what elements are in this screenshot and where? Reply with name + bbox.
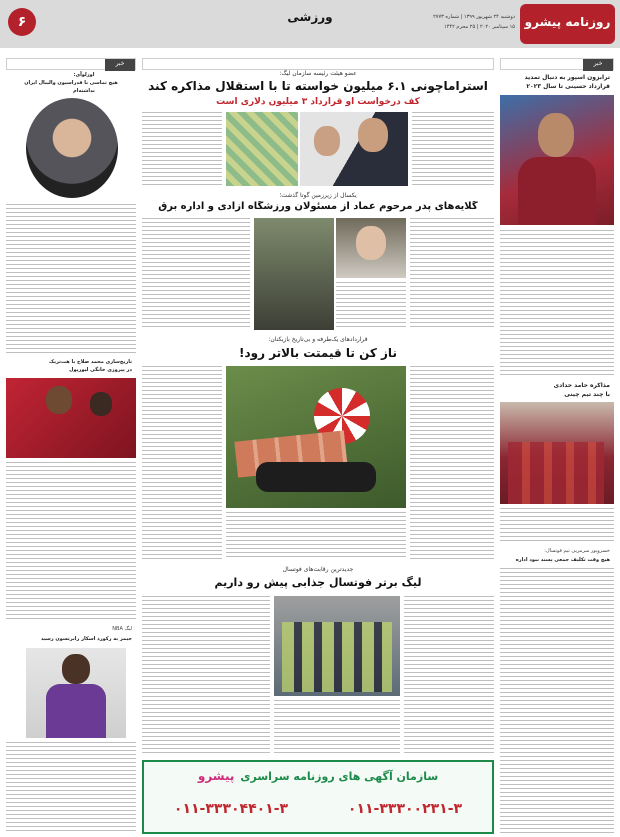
- stadium-cables-photo: [254, 218, 334, 330]
- ad-title: سازمان آگهی های روزنامه سراسری: [240, 769, 439, 783]
- lakers-jersey: [46, 684, 106, 738]
- fourth-story-body-left: [142, 596, 270, 754]
- fourth-story-caption: [274, 700, 400, 754]
- salah-photo: [6, 378, 136, 458]
- fourth-story-body-right: [404, 596, 494, 754]
- ad-brand: پیشرو: [197, 769, 235, 783]
- second-story-body-left: [142, 218, 250, 330]
- main-story-kicker: عضو هیئت رئیسه سازمان لیگ:: [279, 70, 357, 77]
- right-mid-title-2: با چند تیم چینی: [564, 391, 610, 398]
- main-story-title: استراماچونی ۶.۱ میلیون خواسته تا با استقلال مذاکره کند: [148, 79, 488, 93]
- left-news-tag: خبر: [105, 59, 135, 71]
- right-top-title-1: ترابزون اسپور به دنبال تمدید: [524, 74, 610, 81]
- right-news-tag: خبر: [583, 59, 613, 71]
- right-top-body: [500, 230, 614, 378]
- fourth-story-title: لیگ برتر فوتسال جذابی پیش رو داریم: [214, 576, 422, 589]
- page-header: [0, 0, 620, 48]
- left-mid-title-1: تاریخ‌سازی محمد صلاح با هت‌تریک: [48, 359, 132, 365]
- ad-title-row: [144, 766, 492, 786]
- player-head: [538, 113, 574, 157]
- cleats: [256, 462, 376, 492]
- left-top-body: [6, 204, 136, 354]
- section-title: ورزشی: [287, 10, 333, 24]
- player-shirt: [518, 157, 596, 225]
- right-bottom-title: هیچ وقت تکلیف جمعی پسند نبود اداره: [515, 557, 610, 563]
- third-story-body-left: [142, 366, 222, 560]
- left-news-tag-bar: [6, 58, 136, 70]
- date-line-1: دوشنبه ۲۴ شهریور ۱۳۹۹ | شماره ۲۷۷۳: [433, 14, 515, 20]
- right-top-title-2: قرارداد حسینی تا سال ۲۰۲۳: [526, 83, 610, 90]
- second-story-kicker: یکسال از زیرزمین گوتا گذشت؛: [279, 192, 357, 199]
- third-story-body-bottom: [226, 512, 406, 560]
- second-story-title: گلایه‌های پدر مرحوم عماد از مسئولان ورزشگاه آزادی و اداره برق: [158, 201, 478, 212]
- masthead-logo: [520, 4, 615, 44]
- basketball-players: [508, 442, 604, 504]
- strama-face: [358, 118, 388, 152]
- left-top-title-1: اوزلوآی:: [73, 72, 95, 78]
- emad-child-photo: [336, 218, 406, 278]
- lebron-head: [62, 654, 90, 684]
- right-news-tag-bar: [500, 58, 614, 70]
- trabzon-player-photo: [500, 95, 614, 225]
- ozluay-photo: [26, 98, 118, 198]
- salah-head-2: [90, 392, 112, 416]
- third-story-body-right: [410, 366, 494, 560]
- date-line-2: ۱۵ سپتامبر ۲۰۲۰ | ۲۵ محرم ۱۴۴۲: [444, 24, 515, 30]
- stadium-photo: [226, 112, 298, 186]
- salah-head: [46, 386, 72, 414]
- right-bottom-body: [500, 568, 614, 834]
- nba-title: جیمز به رکورد اسکار رابرتسون رسید: [40, 636, 132, 642]
- main-story-subtitle: کف درخواست او قرارداد ۳ میلیون دلاری است: [216, 97, 420, 107]
- page-number: ۶: [17, 14, 27, 30]
- main-story-body-left: [142, 112, 222, 186]
- right-mid-body: [500, 508, 614, 544]
- main-story-body-right: [412, 112, 494, 186]
- futsal-players: [282, 622, 392, 692]
- second-story-body-right: [410, 218, 494, 330]
- child-face: [356, 226, 386, 260]
- official-face: [314, 126, 340, 156]
- page-number-badge: [8, 8, 36, 36]
- nba-kicker: لیگ NBA: [112, 626, 132, 632]
- left-mid-body: [6, 462, 136, 622]
- left-bottom-body: [6, 742, 136, 834]
- main-story-tag-bar: [142, 58, 494, 70]
- futsal-team-photo: [274, 596, 400, 696]
- strama-photo: [300, 112, 408, 186]
- left-top-title-2: هیچ تماسی با فدراسیون والیبال ایران: [24, 80, 118, 86]
- left-column: [6, 58, 136, 834]
- masthead-text: روزنامه پیشرو: [524, 15, 611, 29]
- cleats-money-photo: [226, 366, 406, 508]
- left-top-title-3: نداشته‌ام: [73, 88, 95, 94]
- ad-phone-2: ۰۱۱-۳۳۳۰۴۴۰۱-۳: [173, 801, 289, 817]
- second-story-caption: [336, 282, 406, 330]
- ad-phones-row: [144, 794, 492, 824]
- third-story-kicker: قراردادهای یک‌طرفه و بی‌تاریخ بازیکنان:: [268, 336, 368, 343]
- right-column: [500, 58, 614, 834]
- third-story-title: ناز کن تا قیمتت بالاتر رود!: [239, 346, 397, 360]
- lebron-photo: [26, 648, 126, 738]
- right-bottom-kicker: خسرو‌پور سرمربی تیم فوتسال:: [544, 548, 610, 554]
- haddadi-photo: [500, 402, 614, 504]
- ad-box: [142, 760, 494, 834]
- left-mid-title-2: در پیروزی خانگی لیورپول: [69, 367, 132, 373]
- ad-phone-1: ۰۱۱-۳۳۳۰۰۲۳۱-۳: [347, 801, 463, 817]
- right-mid-title-1: مذاکره حامد حدادی: [553, 382, 610, 389]
- fourth-story-kicker: جدیدترین رقابت‌های فوتسال: [282, 566, 354, 573]
